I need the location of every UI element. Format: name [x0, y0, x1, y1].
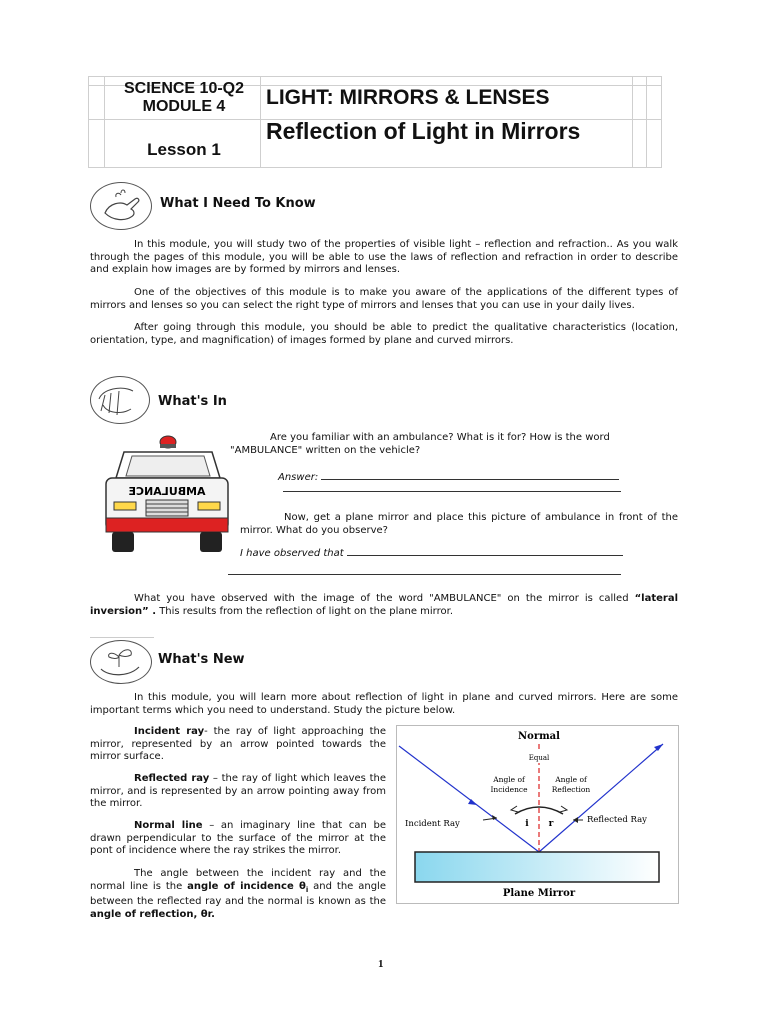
section-heading-whats-new: What's New — [158, 652, 245, 667]
ambulance-mirrored-text: AMBULANCE — [128, 485, 206, 498]
diagram-plane-mirror-label: Plane Mirror — [502, 888, 576, 899]
whats-new-intro: In this module, you will learn more about reflection of light in plane and curved mirrors. Here are some important terms which you need to understand. Study the picture below. — [90, 692, 678, 716]
page-subtitle: Reflection of Light in Mirrors — [266, 118, 581, 144]
plane-mirror-shape — [415, 852, 659, 882]
reflected-ray-definition: Reflected ray – the ray of light which leaves the mirror, and is represented by an arrow pointing away from the mirror. — [90, 773, 386, 809]
hand-icon — [90, 376, 150, 424]
incident-ray-definition: Incident ray- the ray of light approaching the mirror, represented by an arrow pointed towards the mirror surface. — [90, 726, 386, 762]
diagram-reflected-ray-label: Reflected Ray — [587, 815, 647, 825]
plant-hand-icon — [90, 640, 152, 684]
reflection-diagram — [396, 725, 679, 904]
know-paragraph-1: In this module, you will study two of the properties of visible light – reflection and refraction.. As you walk through the pages of this module, you will be able to use the laws of reflection and refraction in order to describe and explain how images are by formed by mirrors and lenses. — [90, 239, 678, 275]
incident-ray-line — [399, 746, 539, 852]
whats-in-question-1: Are you familiar with an ambulance? What is it for? How is the word "AMBULANCE" written on the vehicle? — [230, 432, 610, 456]
diagram-incident-ray-label: Incident Ray — [405, 819, 460, 829]
course-module-label: SCIENCE 10-Q2 MODULE 4 — [123, 80, 245, 115]
answer-line-2 — [283, 491, 621, 492]
ambulance-illustration — [102, 432, 232, 556]
section-heading-know: What I Need To Know — [160, 196, 316, 211]
reflected-ray-line — [539, 744, 663, 852]
diagram-angle-incidence-line2: Incidence — [490, 785, 528, 794]
answer-label: Answer: — [278, 470, 619, 485]
page-number: 1 — [378, 958, 384, 970]
diagram-i-label: i — [525, 819, 529, 829]
lesson-label: Lesson 1 — [147, 140, 221, 159]
whats-in-question-2: Now, get a plane mirror and place this picture of ambulance in front of the mirror. What do you observe? — [240, 512, 678, 536]
diagram-normal-label: Normal — [518, 731, 560, 742]
lateral-inversion-paragraph: What you have observed with the image of the word "AMBULANCE" on the mirror is called “lateral inversion” . This results from the reflection of light on the plane mirror. — [90, 593, 678, 617]
diagram-angle-incidence-line1: Angle of — [493, 775, 525, 784]
observed-line-2 — [228, 574, 621, 575]
know-paragraph-3: After going through this module, you should be able to predict the qualitative characteristics (location, orientation, type, and magnification) of images formed by plane and curved mirrors. — [90, 322, 678, 346]
diagram-equal-label: Equal — [528, 754, 550, 762]
know-paragraph-2: One of the objectives of this module is to make you aware of the applications of the different types of mirrors and lenses so you can select the right type of mirrors and lenses that you can use in your daily lives. — [90, 287, 678, 311]
diagram-r-label: r — [548, 819, 554, 829]
observed-label: I have observed that — [240, 546, 623, 561]
angle-definition: The angle between the incident ray and the normal line is the angle of incidence $\theta_i$ and the angle between the reflected ray and the normal is known as the angle of reflection, θr. — [90, 868, 386, 920]
page-title: LIGHT: MIRRORS & LENSES — [266, 86, 550, 109]
section-heading-whats-in: What's In — [158, 394, 227, 409]
normal-line-definition: Normal line – an imaginary line that can be drawn perpendicular to the surface of the mirror at the pont of incidence where the ray strikes the mirror. — [90, 820, 386, 856]
divider — [90, 637, 154, 638]
diagram-angle-reflection-line2: Reflection — [551, 785, 591, 794]
diagram-angle-reflection-line1: Angle of — [555, 775, 587, 784]
pointing-hand-icon — [90, 182, 152, 230]
